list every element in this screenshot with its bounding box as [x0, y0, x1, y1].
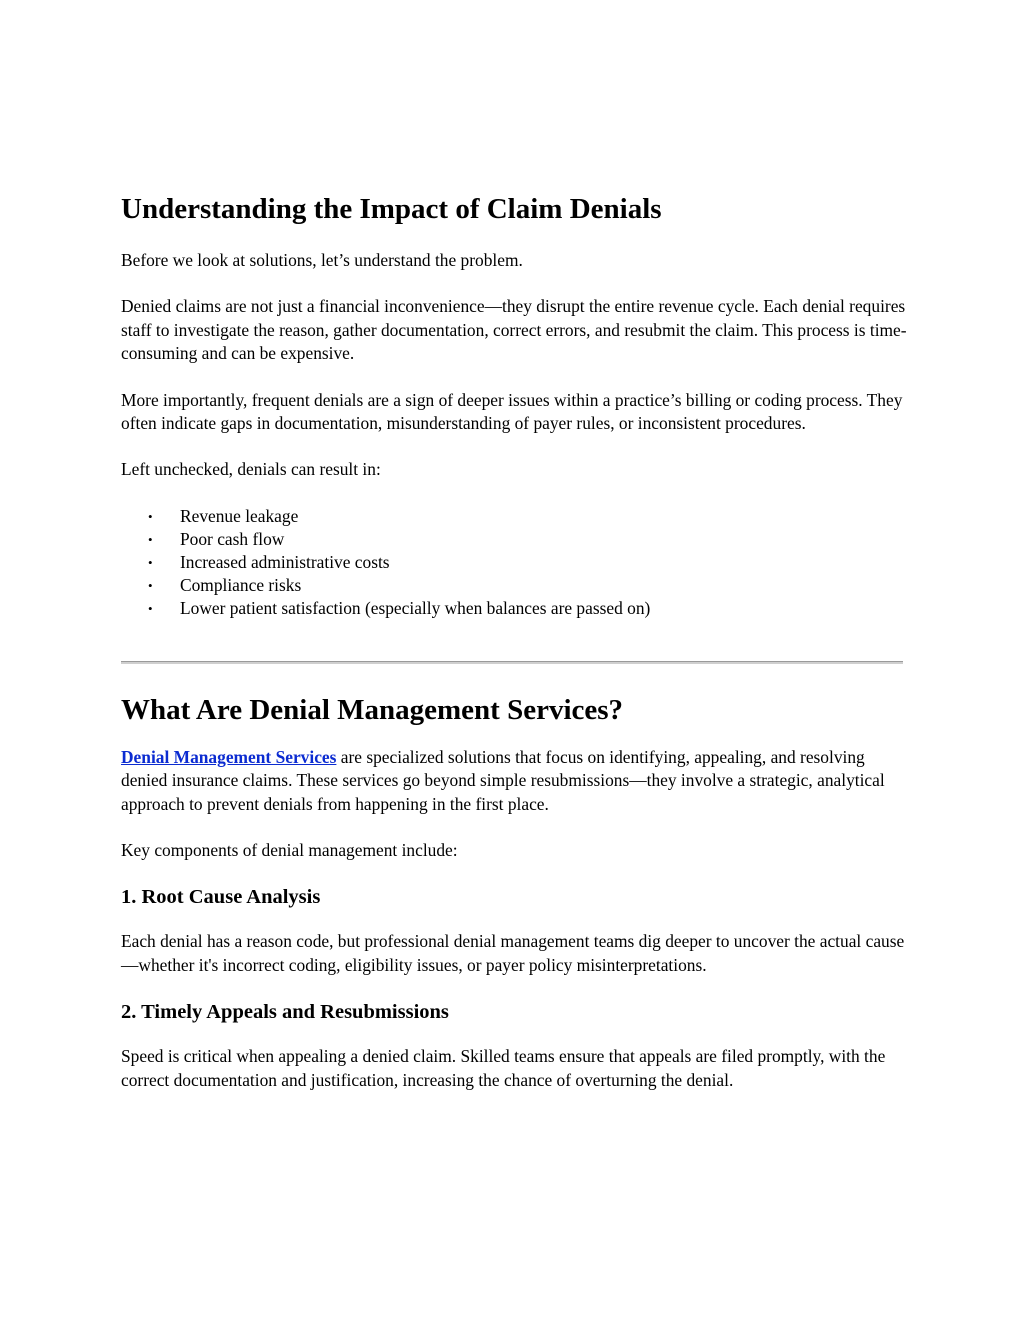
- list-item: [121, 551, 907, 574]
- bullet-icon: •: [148, 600, 153, 616]
- consequences-list: [121, 505, 907, 620]
- frequent-denials-paragraph: More importantly, frequent denials are a sign of deeper issues within a practice’s billing or coding process. They often indicate gaps in documentation, misunderstanding of payer rules, or inconsistent procedures.: [121, 389, 903, 434]
- bullet-icon: •: [148, 508, 153, 524]
- list-intro-paragraph: Left unchecked, denials can result in:: [121, 459, 381, 480]
- list-item-text: Poor cash flow: [180, 528, 285, 549]
- list-item-text: Lower patient satisfaction (especially when balances are passed on): [180, 597, 651, 618]
- components-intro-paragraph: Key components of denial management include:: [121, 840, 458, 861]
- intro-paragraph: Before we look at solutions, let’s understand the problem.: [121, 250, 523, 270]
- bullet-icon: •: [148, 554, 153, 570]
- section-heading-denial-management: What Are Denial Management Services?: [121, 693, 624, 726]
- denial-management-services-link[interactable]: Denial Management Services: [121, 746, 337, 767]
- list-item: [121, 574, 907, 597]
- bullet-icon: •: [148, 577, 153, 593]
- section-divider: [121, 661, 903, 664]
- root-cause-paragraph: Each denial has a reason code, but professional denial management teams dig deeper to uncover the actual cause—whether it's incorrect coding, eligibility issues, or payer policy misinterpretations.: [121, 931, 905, 975]
- subheading-root-cause-analysis: 1. Root Cause Analysis: [121, 886, 321, 909]
- list-item-text: Revenue leakage: [180, 505, 299, 526]
- list-item: [121, 528, 907, 551]
- subheading-timely-appeals: 2. Timely Appeals and Resubmissions: [121, 1001, 449, 1024]
- denial-management-paragraph: [121, 746, 907, 816]
- list-item: [121, 597, 907, 620]
- section-heading-claim-denials: Understanding the Impact of Claim Denials: [121, 193, 662, 225]
- denied-claims-paragraph: Denied claims are not just a financial inconvenience—they disrupt the entire revenue cycle. Each denial requires staff to investigate the reason, gather documentation, correct errors, and resubmit the claim. This process is time-consuming and can be expensive.: [121, 296, 907, 364]
- document-body: [121, 192, 907, 1092]
- denial-management-description: are specialized solutions that focus on identifying, appealing, and resolving denied insurance claims. These services go beyond simple resubmissions—they involve a strategic, analytical approach to prevent denials from happening in the first place.: [121, 746, 885, 814]
- timely-appeals-paragraph: Speed is critical when appealing a denied claim. Skilled teams ensure that appeals are filed promptly, with the correct documentation and justification, increasing the chance of overturning the denial.: [121, 1046, 886, 1090]
- list-item-text: Compliance risks: [180, 574, 302, 595]
- bullet-icon: •: [148, 531, 153, 547]
- list-item-text: Increased administrative costs: [180, 551, 390, 572]
- list-item: [121, 505, 907, 528]
